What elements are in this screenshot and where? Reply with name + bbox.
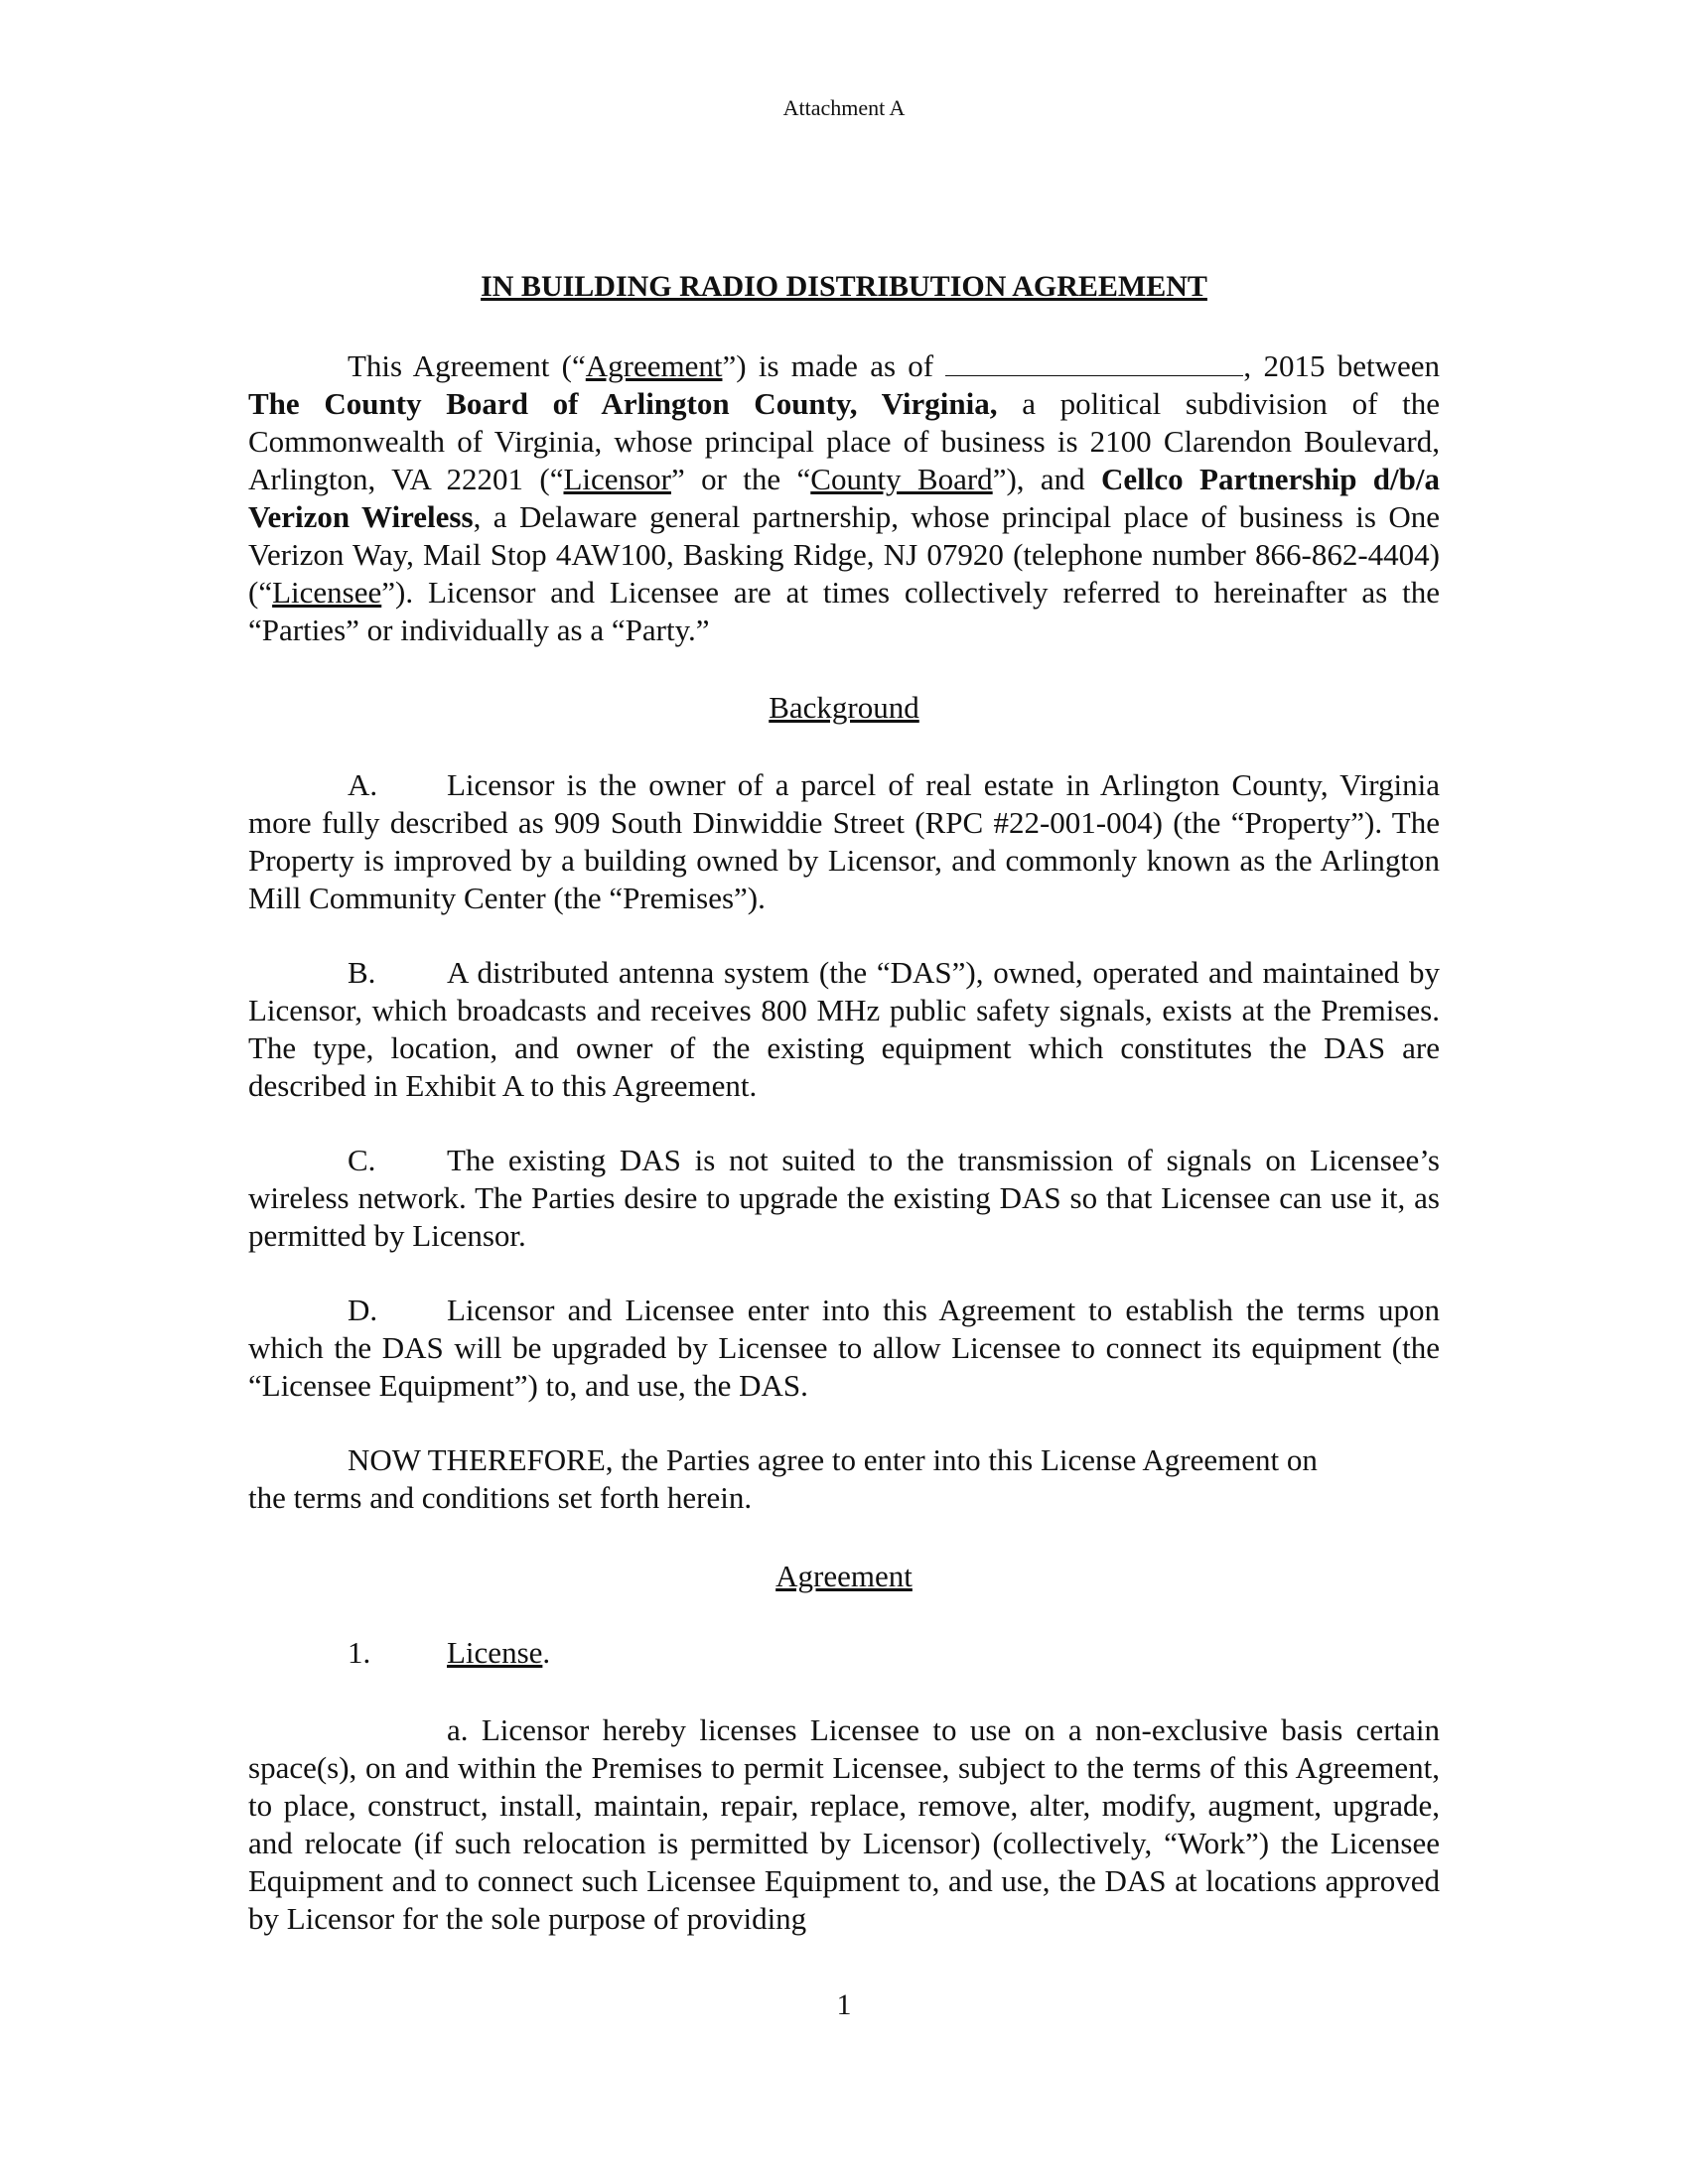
recital-d: D. Licensor and Licensee enter into this Agreement to establish the terms upon which the DAS will be upgraded by Licensee to allow Licensee to connect its equipment (the “Licensee Equipment”) to, and use, the DAS. [248,1293,1440,1403]
now-therefore-line-2: the terms and conditions set forth herein. [248,1480,753,1515]
intro-paragraph: This Agreement (“Agreement”) is made as of , 2015 between The County Board of Arlington County, Virginia, a political subdivision of the Commonwealth of Virginia, whose principal place of business is 2100 Clarendon Boulevard, Arlington, VA 22201 (“Licensor” or the “County Board”), and Cellco Partnership d/b/a Verizon Wireless, a Delaware general partnership, whose principal place of business is One Verizon Way, Mail Stop 4AW100, Basking Ridge, NJ 07920 (telephone number 866-862-4404) (“Licensee”). Licensor and Licensee are at times collectively referred to hereinafter as the “Parties” or individually as a “Party.” [248,348,1441,647]
now-therefore-paragraph [248,1441,1440,1517]
document-title: IN BUILDING RADIO DISTRIBUTION AGREEMENT [481,270,1207,303]
agreement-heading: Agreement [775,1559,913,1593]
recital-c: C. The existing DAS is not suited to the transmission of signals on Licensee’s wireless network. The Parties desire to upgrade the existing DAS so that Licensee can use it, as permitted by Licensor. [248,1143,1440,1253]
page-number: 1 [836,1988,852,2021]
background-heading: Background [769,690,919,725]
recital-a: A. Licensor is the owner of a parcel of real estate in Arlington County, Virginia more fully described as 909 South Dinwiddie Street (RPC #22-001-004) (the “Property”). The Property is improved by a building owned by Licensor, and commonly known as the Arlington Mill Community Center (the “Premises”). [248,767,1440,915]
date-blank-line [945,349,1243,376]
page-header: Attachment A [782,95,906,120]
now-therefore-line-1: NOW THEREFORE, the Parties agree to enter into this License Agreement on [348,1442,1318,1477]
section-1-title: License. [447,1635,551,1670]
section-1-number: 1. [348,1635,371,1670]
section-1a-paragraph: a. Licensor hereby licenses Licensee to use on a non-exclusive basis certain space(s), on and within the Premises to permit Licensee, subject to the terms of this Agreement, to place, construct, install, maintain, repair, replace, remove, alter, modify, augment, upgrade, and relocate (if such relocation is permitted by Licensor) (collectively, “Work”) the Licensee Equipment and to connect such Licensee Equipment to, and use, the DAS at locations approved by Licensor for the sole purpose of providing [248,1712,1440,1936]
recital-b: B. A distributed antenna system (the “DAS”), owned, operated and maintained by Licensor, which broadcasts and receives 800 MHz public safety signals, exists at the Premises. The type, location, and owner of the existing equipment which constitutes the DAS are described in Exhibit A to this Agreement. [248,955,1440,1103]
